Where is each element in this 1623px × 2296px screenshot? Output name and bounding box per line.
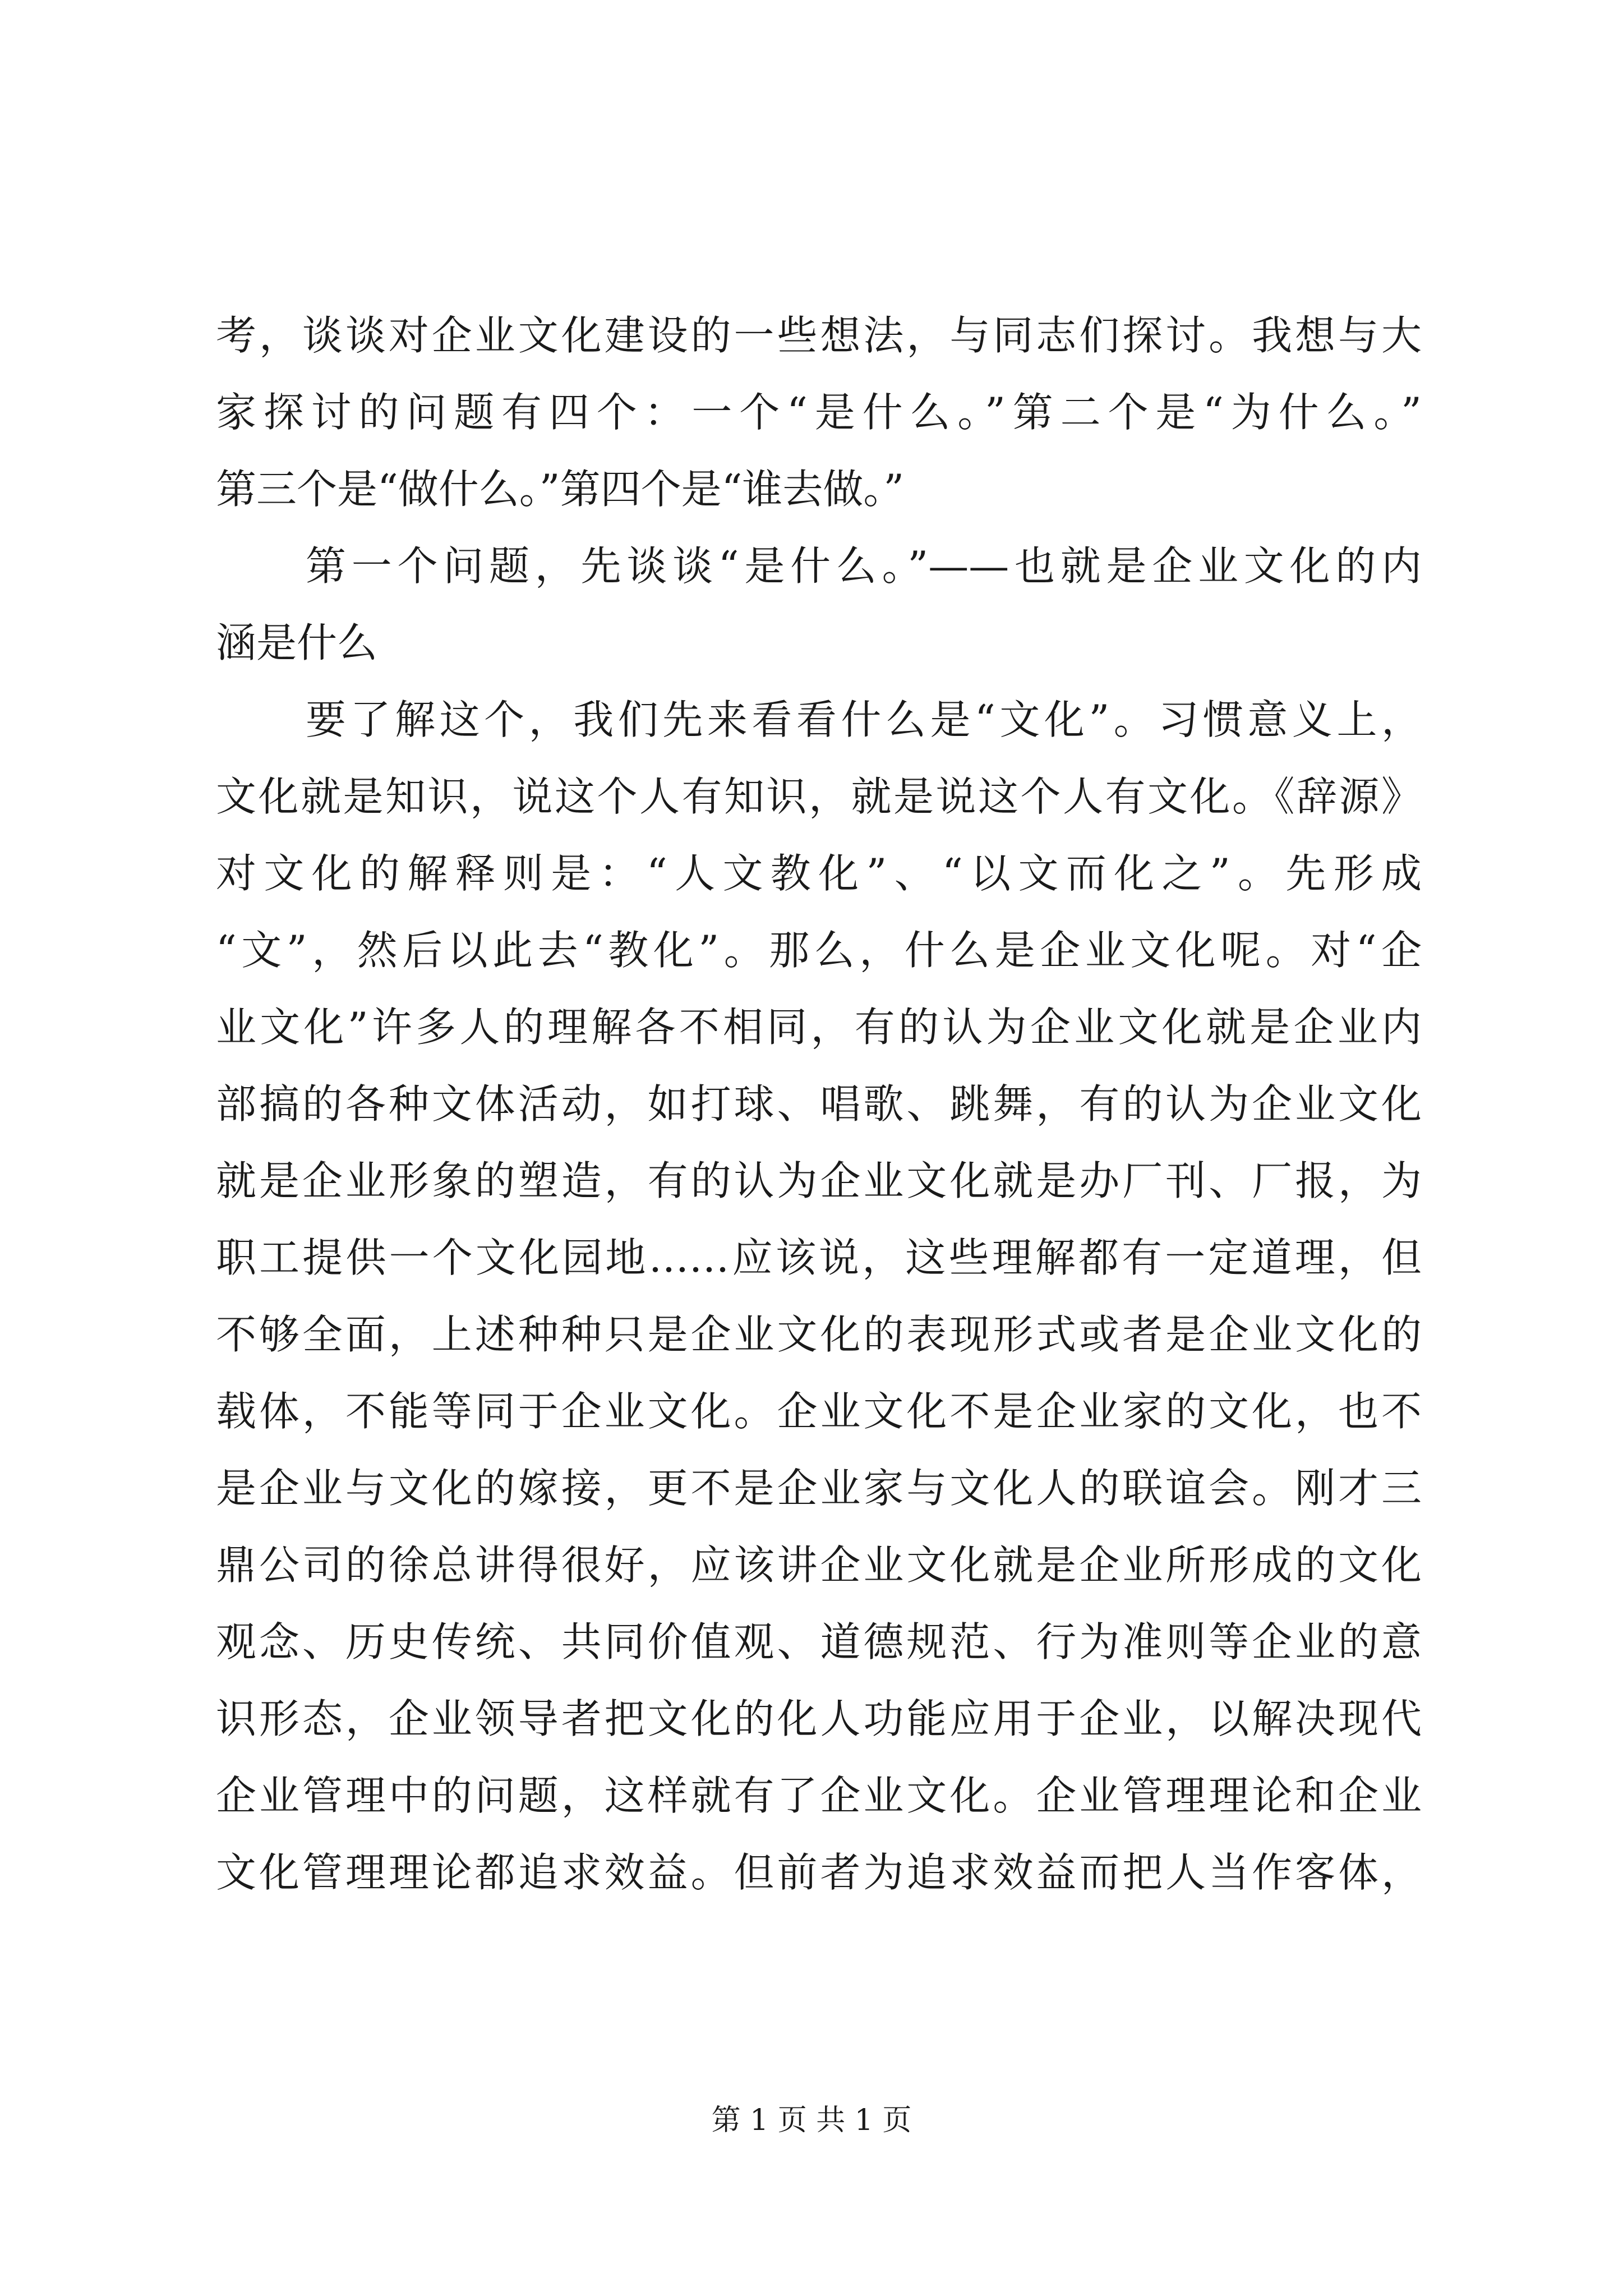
text-line: 识形态，企业领导者把文化的化人功能应用于企业，以解决现代	[216, 1695, 1422, 1742]
text-line: 文化就是知识，说这个人有知识，就是说这个人有文化。《辞源》	[216, 773, 1422, 820]
text-line: 第一个问题，先谈谈“是什么。”——也就是企业文化的内	[306, 542, 1422, 590]
page-footer: 第 1 页 共 1 页	[711, 2104, 912, 2137]
text-line: 观念、历史传统、共同价值观、道德规范、行为准则等企业的意	[216, 1618, 1422, 1665]
text-line: 文化管理理论都追求效益。但前者为追求效益而把人当作客体，	[216, 1849, 1422, 1896]
body-text	[216, 297, 1422, 1911]
text-line: 是企业与文化的嫁接，更不是企业家与文化人的联谊会。刚才三	[216, 1465, 1422, 1512]
text-line: 企业管理中的问题，这样就有了企业文化。企业管理理论和企业	[216, 1772, 1422, 1819]
text-line: 要了解这个，我们先来看看什么是“文化”。习惯意义上，	[306, 696, 1422, 743]
text-line: 涵是什么	[216, 619, 378, 666]
text-line: 业文化”许多人的理解各不相同，有的认为企业文化就是企业内	[216, 1004, 1422, 1051]
text-line: 第三个是“做什么。”第四个是“谁去做。”	[216, 466, 905, 513]
text-line: 鼎公司的徐总讲得很好，应该讲企业文化就是企业所形成的文化	[216, 1542, 1422, 1589]
text-line: 载体，不能等同于企业文化。企业文化不是企业家的文化，也不	[216, 1388, 1422, 1435]
text-line: 对文化的解释则是：“人文教化”、“以文而化之”。先形成	[216, 850, 1422, 897]
text-line: “文”，然后以此去“教化”。那么，什么是企业文化呢。对“企	[216, 927, 1422, 974]
text-line: 部搞的各种文体活动，如打球、唱歌、跳舞，有的认为企业文化	[216, 1080, 1422, 1128]
text-line: 就是企业形象的塑造，有的认为企业文化就是办厂刊、厂报，为	[216, 1157, 1422, 1204]
text-line: 职工提供一个文化园地……应该说，这些理解都有一定道理，但	[216, 1234, 1422, 1281]
text-line: 不够全面，上述种种只是企业文化的表现形式或者是企业文化的	[216, 1311, 1422, 1358]
text-line: 考，谈谈对企业文化建设的一些想法，与同志们探讨。我想与大	[216, 312, 1422, 359]
text-line: 家探讨的问题有四个：一个“是什么。”第二个是“为什么。”	[216, 389, 1422, 436]
